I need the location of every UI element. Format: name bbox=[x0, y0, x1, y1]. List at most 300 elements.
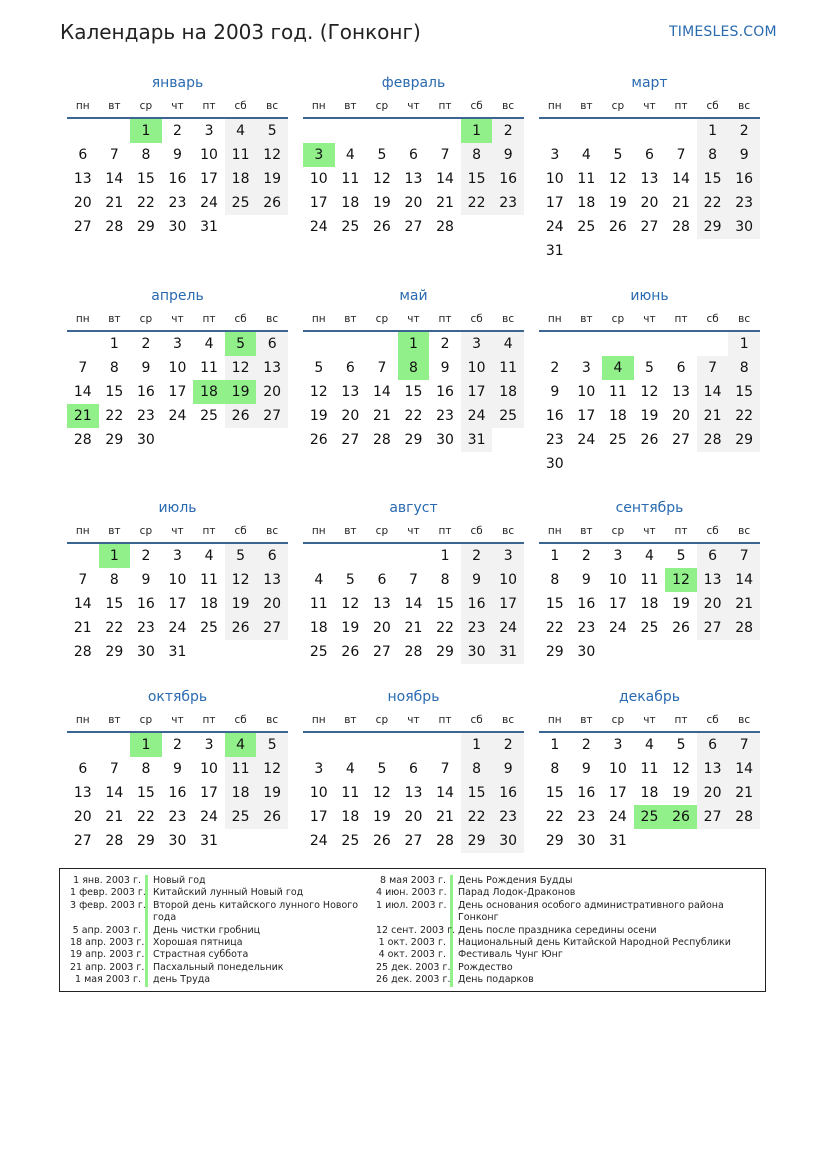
day-cell: 12 bbox=[341, 596, 360, 612]
day-cell: 12 bbox=[672, 761, 690, 777]
day-cell: 6 bbox=[78, 761, 88, 777]
day-cell: 11 bbox=[640, 572, 659, 588]
day-cell: 23 bbox=[492, 191, 524, 215]
day-cell: 14 bbox=[105, 785, 124, 801]
days-grid bbox=[539, 544, 760, 664]
holiday-list-left bbox=[70, 875, 370, 987]
day-cell: 14 bbox=[728, 568, 760, 592]
day-cell: 29 bbox=[136, 219, 155, 235]
holiday-row bbox=[376, 974, 751, 986]
day-cell: 19 bbox=[372, 195, 391, 211]
day-cell: 9 bbox=[461, 568, 493, 592]
day-cell: 15 bbox=[545, 785, 564, 801]
holiday-row bbox=[70, 925, 370, 937]
day-cell: 23 bbox=[136, 620, 155, 636]
month-4 bbox=[67, 284, 288, 452]
day-cell: 9 bbox=[581, 572, 591, 588]
day-cell: 12 bbox=[256, 143, 288, 167]
day-cell: 18 bbox=[200, 596, 218, 612]
day-cell: 5 bbox=[613, 147, 623, 163]
day-cell: 13 bbox=[256, 568, 288, 592]
weekday-label: вс bbox=[502, 714, 515, 726]
day-cell: 3 bbox=[492, 544, 524, 568]
day-cell: 30 bbox=[136, 644, 155, 660]
empty-cell bbox=[665, 332, 697, 356]
day-cell: 28 bbox=[436, 833, 454, 849]
day-cell: 31 bbox=[200, 833, 218, 849]
day-cell: 3 bbox=[613, 737, 623, 753]
day-cell: 5 bbox=[676, 548, 686, 564]
day-cell: 24 bbox=[309, 833, 328, 849]
weekday-label: чт bbox=[171, 100, 184, 112]
day-cell: 1 bbox=[550, 548, 560, 564]
day-cell: 14 bbox=[372, 384, 391, 400]
weekday-label: пн bbox=[311, 714, 326, 726]
day-cell: 27 bbox=[256, 404, 288, 428]
holiday-row bbox=[376, 875, 751, 887]
weekday-label: пн bbox=[311, 100, 326, 112]
weekday-label: ср bbox=[611, 100, 625, 112]
day-cell: 28 bbox=[728, 616, 760, 640]
day-cell: 9 bbox=[492, 757, 524, 781]
day-cell: 23 bbox=[136, 408, 155, 424]
holiday-name: Хорошая пятница bbox=[153, 937, 243, 949]
day-cell: 11 bbox=[640, 761, 659, 777]
day-cell: 3 bbox=[581, 360, 591, 376]
weekday-label: вс bbox=[266, 714, 279, 726]
day-cell: 9 bbox=[492, 143, 524, 167]
day-cell: 18 bbox=[225, 167, 257, 191]
weekday-label: чт bbox=[171, 714, 184, 726]
weekday-label: вт bbox=[344, 525, 357, 537]
day-cell: 2 bbox=[173, 123, 182, 139]
weekday-label: чт bbox=[643, 313, 656, 325]
day-cell: 8 bbox=[109, 360, 119, 376]
day-cell: 19 bbox=[225, 592, 257, 616]
weekday-label: пт bbox=[438, 100, 452, 112]
month-1 bbox=[67, 71, 288, 239]
day-cell: 31 bbox=[492, 640, 524, 664]
day-cell: 28 bbox=[105, 219, 124, 235]
day-cell: 27 bbox=[697, 805, 729, 829]
holiday-name: Национальный день Китайской Народной Республики bbox=[458, 937, 731, 949]
day-cell: 24 bbox=[492, 616, 524, 640]
weekday-header bbox=[303, 95, 524, 119]
month-3 bbox=[539, 71, 760, 263]
day-cell: 21 bbox=[436, 195, 454, 211]
empty-cell bbox=[665, 119, 697, 143]
holiday-name: День подарков bbox=[458, 974, 534, 986]
holiday-name: Китайский лунный Новый год bbox=[153, 887, 304, 899]
day-cell: 13 bbox=[73, 171, 92, 187]
weekday-label: вс bbox=[266, 313, 279, 325]
weekday-label: пт bbox=[674, 100, 688, 112]
weekday-header bbox=[67, 709, 288, 733]
weekday-label: сб bbox=[706, 313, 719, 325]
day-cell: 24 bbox=[577, 432, 596, 448]
day-cell: 6 bbox=[409, 147, 418, 163]
day-cell: 20 bbox=[73, 809, 92, 825]
day-cell: 21 bbox=[404, 620, 423, 636]
day-cell: 27 bbox=[73, 833, 92, 849]
weekday-label: вт bbox=[580, 313, 593, 325]
day-cell: 20 bbox=[404, 809, 423, 825]
holiday-list-right bbox=[376, 875, 751, 987]
day-cell: 2 bbox=[173, 737, 182, 753]
weekday-label: ср bbox=[375, 525, 389, 537]
day-cell: 13 bbox=[404, 171, 423, 187]
days-grid bbox=[303, 544, 524, 664]
day-cell: 16 bbox=[136, 596, 155, 612]
empty-cell bbox=[303, 332, 335, 356]
day-cell: 18 bbox=[577, 195, 596, 211]
day-cell: 1 bbox=[109, 336, 119, 352]
day-cell: 11 bbox=[341, 785, 360, 801]
day-cell: 15 bbox=[461, 167, 493, 191]
days-grid bbox=[539, 332, 760, 476]
day-cell: 28 bbox=[728, 805, 760, 829]
day-cell: 26 bbox=[341, 644, 360, 660]
day-cell: 29 bbox=[545, 644, 564, 660]
month-11 bbox=[303, 685, 524, 853]
month-name: октябрь bbox=[147, 689, 208, 705]
day-cell: 11 bbox=[492, 356, 524, 380]
day-cell: 28 bbox=[436, 219, 454, 235]
weekday-label: пт bbox=[202, 100, 216, 112]
day-cell: 7 bbox=[377, 360, 387, 376]
month-name: июнь bbox=[630, 288, 669, 304]
day-cell: 21 bbox=[436, 809, 454, 825]
day-cell: 12 bbox=[640, 384, 659, 400]
holiday-row bbox=[70, 949, 370, 961]
day-cell: 31 bbox=[608, 833, 627, 849]
weekday-label: пт bbox=[202, 313, 216, 325]
weekday-label: вс bbox=[502, 100, 515, 112]
weekday-label: чт bbox=[407, 100, 420, 112]
day-cell: 24 bbox=[545, 219, 564, 235]
day-cell: 15 bbox=[436, 596, 454, 612]
day-cell: 12 bbox=[372, 171, 391, 187]
month-name: ноябрь bbox=[387, 689, 440, 705]
day-cell: 5 bbox=[314, 360, 324, 376]
day-cell: 30 bbox=[168, 833, 187, 849]
weekday-label: пт bbox=[674, 313, 688, 325]
empty-cell bbox=[602, 332, 634, 356]
month-name: июль bbox=[158, 500, 197, 516]
day-cell: 2 bbox=[141, 336, 151, 352]
day-cell: 26 bbox=[372, 219, 391, 235]
day-cell: 21 bbox=[728, 781, 760, 805]
site-link[interactable]: TIMESLES.COM bbox=[669, 24, 777, 40]
day-cell: 17 bbox=[309, 809, 328, 825]
day-cell: 27 bbox=[697, 616, 729, 640]
holiday-date: 1 окт. 2003 г. bbox=[376, 937, 453, 949]
weekday-label: чт bbox=[643, 525, 656, 537]
day-cell: 1 bbox=[728, 332, 760, 356]
weekday-label: вс bbox=[738, 100, 751, 112]
day-cell: 3 bbox=[613, 548, 623, 564]
day-cell: 27 bbox=[404, 833, 423, 849]
day-cell: 22 bbox=[105, 620, 124, 636]
holiday-name: День Рождения Будды bbox=[458, 875, 573, 886]
empty-cell bbox=[571, 119, 603, 143]
day-cell: 18 bbox=[193, 380, 225, 404]
day-cell: 17 bbox=[608, 596, 627, 612]
day-cell: 8 bbox=[550, 572, 560, 588]
day-cell: 3 bbox=[314, 761, 324, 777]
day-cell: 25 bbox=[341, 833, 360, 849]
weekday-label: пн bbox=[547, 714, 562, 726]
day-cell: 11 bbox=[608, 384, 627, 400]
day-cell: 16 bbox=[492, 781, 524, 805]
day-cell: 30 bbox=[577, 644, 596, 660]
day-cell: 23 bbox=[461, 616, 493, 640]
day-cell: 15 bbox=[136, 171, 155, 187]
empty-cell bbox=[366, 119, 398, 143]
weekday-label: вт bbox=[580, 525, 593, 537]
day-cell: 26 bbox=[640, 432, 659, 448]
empty-cell bbox=[366, 733, 398, 757]
holiday-date: 1 июл. 2003 г. bbox=[376, 900, 453, 925]
weekday-label: сб bbox=[706, 100, 719, 112]
day-cell: 14 bbox=[105, 171, 124, 187]
day-cell: 6 bbox=[256, 544, 288, 568]
day-cell: 19 bbox=[341, 620, 360, 636]
empty-cell bbox=[67, 733, 99, 757]
day-cell: 22 bbox=[436, 620, 454, 636]
day-cell: 3 bbox=[550, 147, 560, 163]
weekday-label: вт bbox=[580, 100, 593, 112]
weekday-label: сб bbox=[470, 714, 483, 726]
empty-cell bbox=[303, 544, 335, 568]
weekday-label: ср bbox=[375, 714, 389, 726]
day-cell: 18 bbox=[608, 408, 627, 424]
day-cell: 1 bbox=[440, 548, 450, 564]
weekday-label: пн bbox=[547, 100, 562, 112]
day-cell: 6 bbox=[697, 544, 729, 568]
day-cell: 13 bbox=[640, 171, 659, 187]
day-cell: 8 bbox=[141, 761, 151, 777]
day-cell: 23 bbox=[545, 432, 564, 448]
weekday-label: ср bbox=[139, 313, 153, 325]
weekday-label: ср bbox=[611, 313, 625, 325]
day-cell: 11 bbox=[577, 171, 596, 187]
weekday-header bbox=[67, 95, 288, 119]
holiday-name: Парад Лодок-Драконов bbox=[458, 887, 576, 899]
day-cell: 21 bbox=[73, 620, 92, 636]
weekday-header bbox=[303, 308, 524, 332]
holiday-row bbox=[70, 887, 370, 899]
weekday-label: пн bbox=[75, 100, 90, 112]
day-cell: 2 bbox=[492, 733, 524, 757]
day-cell: 18 bbox=[341, 809, 360, 825]
holiday-date: 1 мая 2003 г. bbox=[70, 974, 148, 986]
weekday-label: сб bbox=[234, 714, 247, 726]
day-cell: 5 bbox=[377, 761, 387, 777]
day-cell: 9 bbox=[173, 761, 182, 777]
day-cell: 18 bbox=[640, 596, 659, 612]
weekday-label: вт bbox=[580, 714, 593, 726]
day-cell: 4 bbox=[645, 737, 654, 753]
holiday-name: Фестиваль Чунг Юнг bbox=[458, 949, 563, 961]
month-name: май bbox=[399, 288, 428, 304]
weekday-header bbox=[67, 520, 288, 544]
day-cell: 12 bbox=[608, 171, 627, 187]
day-cell: 28 bbox=[372, 432, 391, 448]
day-cell: 4 bbox=[314, 572, 324, 588]
day-cell: 24 bbox=[608, 620, 627, 636]
weekday-label: вт bbox=[344, 714, 357, 726]
holiday-date: 12 сент. 2003 г. bbox=[376, 924, 456, 936]
day-cell: 24 bbox=[168, 620, 187, 636]
weekday-label: сб bbox=[706, 714, 719, 726]
day-cell: 5 bbox=[345, 572, 355, 588]
day-cell: 26 bbox=[665, 805, 697, 829]
day-cell: 3 bbox=[303, 143, 335, 167]
day-cell: 20 bbox=[341, 408, 360, 424]
day-cell: 14 bbox=[73, 384, 92, 400]
weekday-label: вс bbox=[738, 714, 751, 726]
day-cell: 17 bbox=[200, 171, 218, 187]
day-cell: 11 bbox=[341, 171, 360, 187]
day-cell: 23 bbox=[728, 191, 760, 215]
day-cell: 28 bbox=[697, 428, 729, 452]
day-cell: 29 bbox=[461, 829, 493, 853]
month-12 bbox=[539, 685, 760, 853]
weekday-label: вт bbox=[344, 100, 357, 112]
weekday-header bbox=[539, 95, 760, 119]
holiday-date: 19 апр. 2003 г. bbox=[70, 949, 148, 961]
weekday-label: сб bbox=[706, 525, 719, 537]
day-cell: 19 bbox=[608, 195, 627, 211]
day-cell: 26 bbox=[309, 432, 328, 448]
weekday-label: сб bbox=[234, 100, 247, 112]
day-cell: 26 bbox=[608, 219, 627, 235]
day-cell: 3 bbox=[461, 332, 493, 356]
day-cell: 28 bbox=[73, 644, 92, 660]
day-cell: 12 bbox=[372, 785, 391, 801]
day-cell: 5 bbox=[256, 733, 288, 757]
day-cell: 1 bbox=[130, 733, 162, 757]
day-cell: 18 bbox=[309, 620, 328, 636]
day-cell: 12 bbox=[665, 568, 697, 592]
day-cell: 31 bbox=[545, 243, 564, 259]
day-cell: 14 bbox=[672, 171, 690, 187]
month-5 bbox=[303, 284, 524, 452]
day-cell: 7 bbox=[440, 761, 450, 777]
holiday-name: Новый год bbox=[153, 875, 206, 886]
day-cell: 5 bbox=[377, 147, 387, 163]
day-cell: 8 bbox=[697, 143, 729, 167]
empty-cell bbox=[67, 119, 99, 143]
day-cell: 13 bbox=[697, 568, 729, 592]
day-cell: 21 bbox=[67, 404, 99, 428]
day-cell: 24 bbox=[608, 809, 627, 825]
holiday-date: 5 апр. 2003 г. bbox=[70, 925, 148, 937]
day-cell: 30 bbox=[436, 432, 454, 448]
empty-cell bbox=[335, 119, 367, 143]
day-cell: 28 bbox=[105, 833, 124, 849]
empty-cell bbox=[697, 332, 729, 356]
holiday-date: 8 мая 2003 г. bbox=[376, 875, 453, 887]
weekday-label: чт bbox=[643, 714, 656, 726]
empty-cell bbox=[366, 332, 398, 356]
month-name: март bbox=[631, 75, 668, 91]
weekday-label: пн bbox=[547, 313, 562, 325]
day-cell: 20 bbox=[73, 195, 92, 211]
day-cell: 20 bbox=[640, 195, 659, 211]
day-cell: 21 bbox=[105, 809, 124, 825]
weekday-label: вс bbox=[738, 525, 751, 537]
holiday-row bbox=[70, 974, 370, 986]
holiday-name: Пасхальный понедельник bbox=[153, 961, 284, 973]
day-cell: 1 bbox=[99, 544, 131, 568]
days-grid bbox=[67, 119, 288, 239]
day-cell: 1 bbox=[461, 119, 493, 143]
empty-cell bbox=[602, 119, 634, 143]
day-cell: 19 bbox=[256, 167, 288, 191]
day-cell: 28 bbox=[672, 219, 690, 235]
empty-cell bbox=[303, 733, 335, 757]
weekday-label: сб bbox=[234, 313, 247, 325]
day-cell: 27 bbox=[256, 616, 288, 640]
days-grid bbox=[303, 733, 524, 853]
holiday-name: день Труда bbox=[153, 974, 211, 986]
month-6 bbox=[539, 284, 760, 476]
day-cell: 19 bbox=[309, 408, 328, 424]
day-cell: 16 bbox=[436, 384, 454, 400]
day-cell: 7 bbox=[409, 572, 418, 588]
day-cell: 22 bbox=[404, 408, 423, 424]
day-cell: 4 bbox=[345, 147, 355, 163]
weekday-label: пт bbox=[438, 714, 452, 726]
day-cell: 12 bbox=[309, 384, 328, 400]
empty-cell bbox=[99, 733, 131, 757]
weekday-label: ср bbox=[611, 714, 625, 726]
month-name: февраль bbox=[381, 75, 446, 91]
weekday-label: чт bbox=[407, 714, 420, 726]
day-cell: 19 bbox=[372, 809, 391, 825]
weekday-label: чт bbox=[171, 313, 184, 325]
day-cell: 10 bbox=[492, 568, 524, 592]
day-cell: 25 bbox=[225, 191, 257, 215]
holiday-name: День после праздника середины осени bbox=[458, 924, 657, 936]
day-cell: 5 bbox=[256, 119, 288, 143]
day-cell: 24 bbox=[168, 408, 187, 424]
day-cell: 25 bbox=[200, 620, 218, 636]
day-cell: 27 bbox=[672, 432, 690, 448]
holiday-date: 18 апр. 2003 г. bbox=[70, 937, 148, 949]
weekday-label: ср bbox=[139, 714, 153, 726]
weekday-header bbox=[303, 520, 524, 544]
weekday-label: вт bbox=[108, 525, 121, 537]
day-cell: 10 bbox=[545, 171, 564, 187]
day-cell: 21 bbox=[697, 404, 729, 428]
day-cell: 12 bbox=[225, 356, 257, 380]
day-cell: 24 bbox=[200, 195, 218, 211]
day-cell: 6 bbox=[256, 332, 288, 356]
holiday-row bbox=[376, 962, 751, 974]
day-cell: 24 bbox=[309, 219, 328, 235]
day-cell: 15 bbox=[697, 167, 729, 191]
day-cell: 4 bbox=[345, 761, 355, 777]
weekday-label: чт bbox=[407, 525, 420, 537]
day-cell: 23 bbox=[577, 620, 596, 636]
day-cell: 28 bbox=[73, 432, 92, 448]
weekday-header bbox=[67, 308, 288, 332]
day-cell: 7 bbox=[109, 147, 119, 163]
weekday-label: пн bbox=[75, 714, 90, 726]
